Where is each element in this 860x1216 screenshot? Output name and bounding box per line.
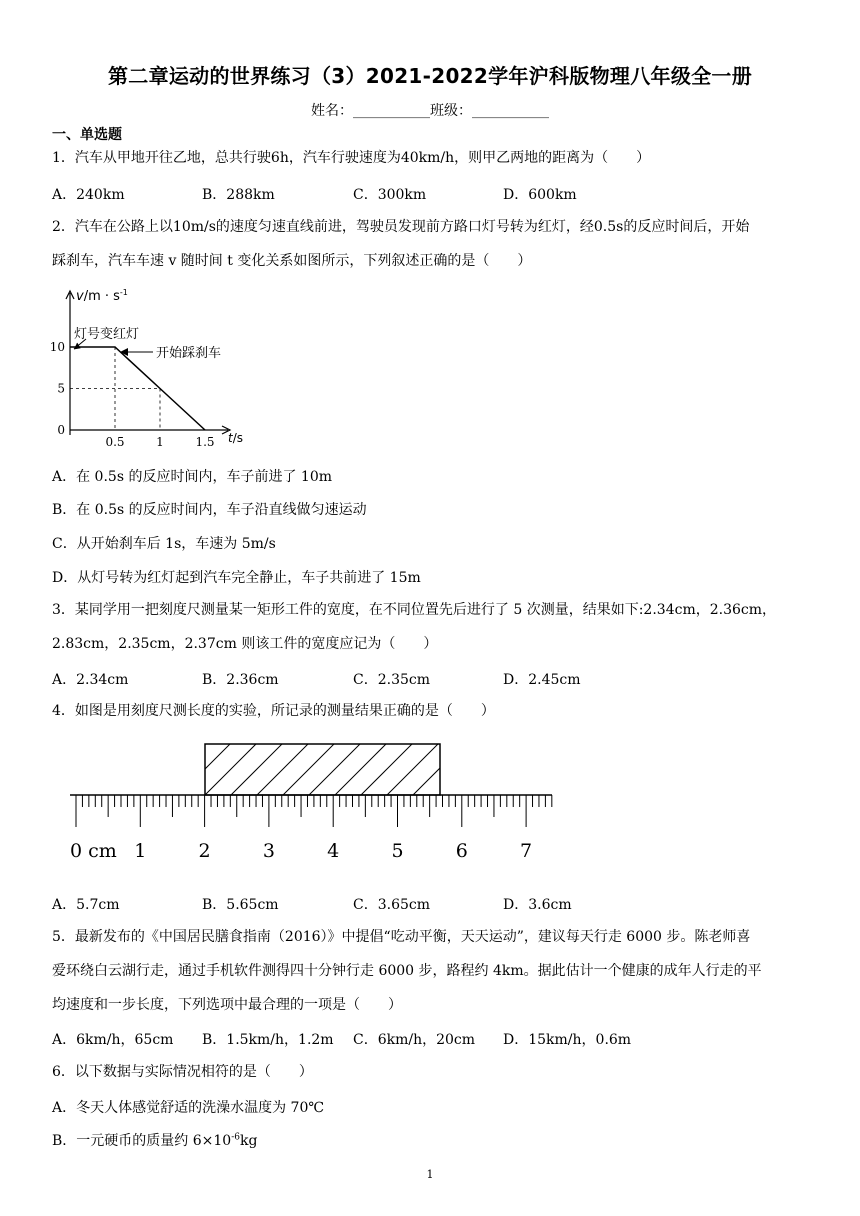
- ruler-cm-label: 6: [455, 840, 468, 862]
- q4-option-d: D．3.6cm: [503, 897, 572, 913]
- y-tick-label: 0: [57, 423, 65, 437]
- q1-option-b: B．288km: [202, 187, 275, 203]
- q4-option-a: A．5.7cm: [52, 897, 120, 913]
- q4-stem: 4．如图是用刻度尺测长度的实验，所记录的测量结果正确的是（ ）: [52, 703, 495, 719]
- q5-option-c: C．6km/h，20cm: [353, 1032, 476, 1048]
- q1-option-a: A．240km: [52, 187, 125, 203]
- x-tick-label: 1.5: [195, 435, 215, 449]
- hatch-line: [439, 744, 490, 795]
- q6-option-b-prefix: B．一元硬币的质量约 6×10: [52, 1133, 232, 1149]
- q5-option-b: B．1.5km/h，1.2m: [202, 1032, 334, 1048]
- q3-option-a: A．2.34cm: [52, 672, 129, 688]
- y-axis-label: $v/m \cdot s^{-1}$: [76, 288, 128, 304]
- q5-stem-line3: 均速度和一步长度，下列选项中最合理的一项是（ ）: [52, 997, 402, 1013]
- q4-option-b: B．5.65cm: [202, 897, 279, 913]
- q3-option-b: B．2.36cm: [202, 672, 279, 688]
- q2-stem-line2: 踩刹车，汽车车速 v 随时间 t 变化关系如图所示，下列叙述正确的是（ ）: [52, 253, 532, 269]
- hatch-line: [517, 744, 562, 795]
- q6-option-a: A．冬天人体感觉舒适的洗澡水温度为 70℃: [52, 1100, 325, 1116]
- x-tick-label: 0.5: [105, 435, 125, 449]
- y-tick-label: 10: [50, 340, 65, 354]
- q4-option-c: C．3.65cm: [353, 897, 430, 913]
- hatch-line: [465, 744, 516, 795]
- q1-option-c: C．300km: [353, 187, 427, 203]
- ruler-cm-label: 7: [520, 840, 533, 862]
- velocity-time-chart: [50, 285, 280, 455]
- q5-stem-line2: 爱环绕白云湖行走，通过手机软件测得四十分钟行走 6000 步，路程约 4km。据此估计一个健康的成年人行走的平: [52, 963, 762, 979]
- q3-option-c: C．2.35cm: [353, 672, 430, 688]
- q3-stem-line1: 3．某同学用一把刻度尺测量某一矩形工件的宽度，在不同位置先后进行了 5 次测量，结果如下:2.34cm，2.36cm，: [52, 602, 777, 618]
- q3-stem-line2: 2.83cm，2.35cm，2.37cm 则该工件的宽度应记为（ ）: [52, 636, 438, 652]
- q2-stem-line1: 2．汽车在公路上以10m/s的速度匀速直线前进，驾驶员发现前方路口灯号转为红灯，经0.5s的反应时间后，开始: [52, 219, 750, 235]
- ruler-cm-label: 5: [391, 840, 404, 862]
- hatch-line: [491, 744, 542, 795]
- ruler-cm-label: 4: [327, 840, 340, 862]
- ruler-cm-label: 1: [134, 840, 147, 862]
- student-info: 姓名：___________班级：___________: [311, 103, 549, 119]
- q6-option-b-unit: kg: [239, 1133, 258, 1149]
- ruler-diagram: [62, 738, 562, 868]
- ruler-cm-label: 3: [262, 840, 275, 862]
- q1-stem: 1．汽车从甲地开往乙地，总共行驶6h，汽车行驶速度为40km/h，则甲乙两地的距离为（ ）: [52, 150, 651, 166]
- page-number: 1: [426, 1168, 434, 1181]
- q2-option-c: C．从开始刹车后 1s，车速为 5m/s: [52, 536, 276, 552]
- q2-option-d: D．从灯号转为红灯起到汽车完全静止，车子共前进了 15m: [52, 570, 421, 586]
- x-tick-label: 1: [156, 435, 164, 449]
- q1-option-d: D．600km: [503, 187, 577, 203]
- section-heading: 一、单选题: [52, 127, 122, 143]
- hatch-line: [543, 744, 562, 795]
- q5-stem-line1: 5．最新发布的《中国居民膳食指南（2016）》中提倡“吃动平衡，天天运动”，建议每天行走 6000 步。陈老师喜: [52, 929, 751, 945]
- y-tick-label: 5: [57, 381, 65, 396]
- annotation-red-light: 灯号变红灯: [74, 327, 140, 342]
- annotation-brake: 开始踩刹车: [156, 346, 222, 361]
- q5-option-d: D．15km/h，0.6m: [503, 1032, 632, 1048]
- q2-option-b: B．在 0.5s 的反应时间内，车子沿直线做匀速运动: [52, 502, 367, 518]
- annotation-red-light-arrowhead: [74, 343, 80, 349]
- q5-option-a: A．6km/h，65cm: [52, 1032, 174, 1048]
- hatch-line: [101, 744, 152, 795]
- q6-stem: 6．以下数据与实际情况相符的是（ ）: [52, 1064, 313, 1080]
- q6-option-b: [52, 1130, 257, 1150]
- ruler-cm-label: 2: [198, 840, 211, 862]
- ruler-cm-label: 0 cm: [70, 840, 117, 862]
- x-axis-label: t/s: [228, 431, 244, 445]
- hatch-line: [153, 744, 204, 795]
- q2-option-a: A．在 0.5s 的反应时间内，车子前进了 10m: [52, 469, 332, 485]
- page-title: 第二章运动的世界练习（3）2021-2022学年沪科版物理八年级全一册: [107, 64, 753, 88]
- q6-option-b-exponent: -6: [231, 1132, 240, 1143]
- q3-option-d: D．2.45cm: [503, 672, 581, 688]
- hatch-line: [127, 744, 178, 795]
